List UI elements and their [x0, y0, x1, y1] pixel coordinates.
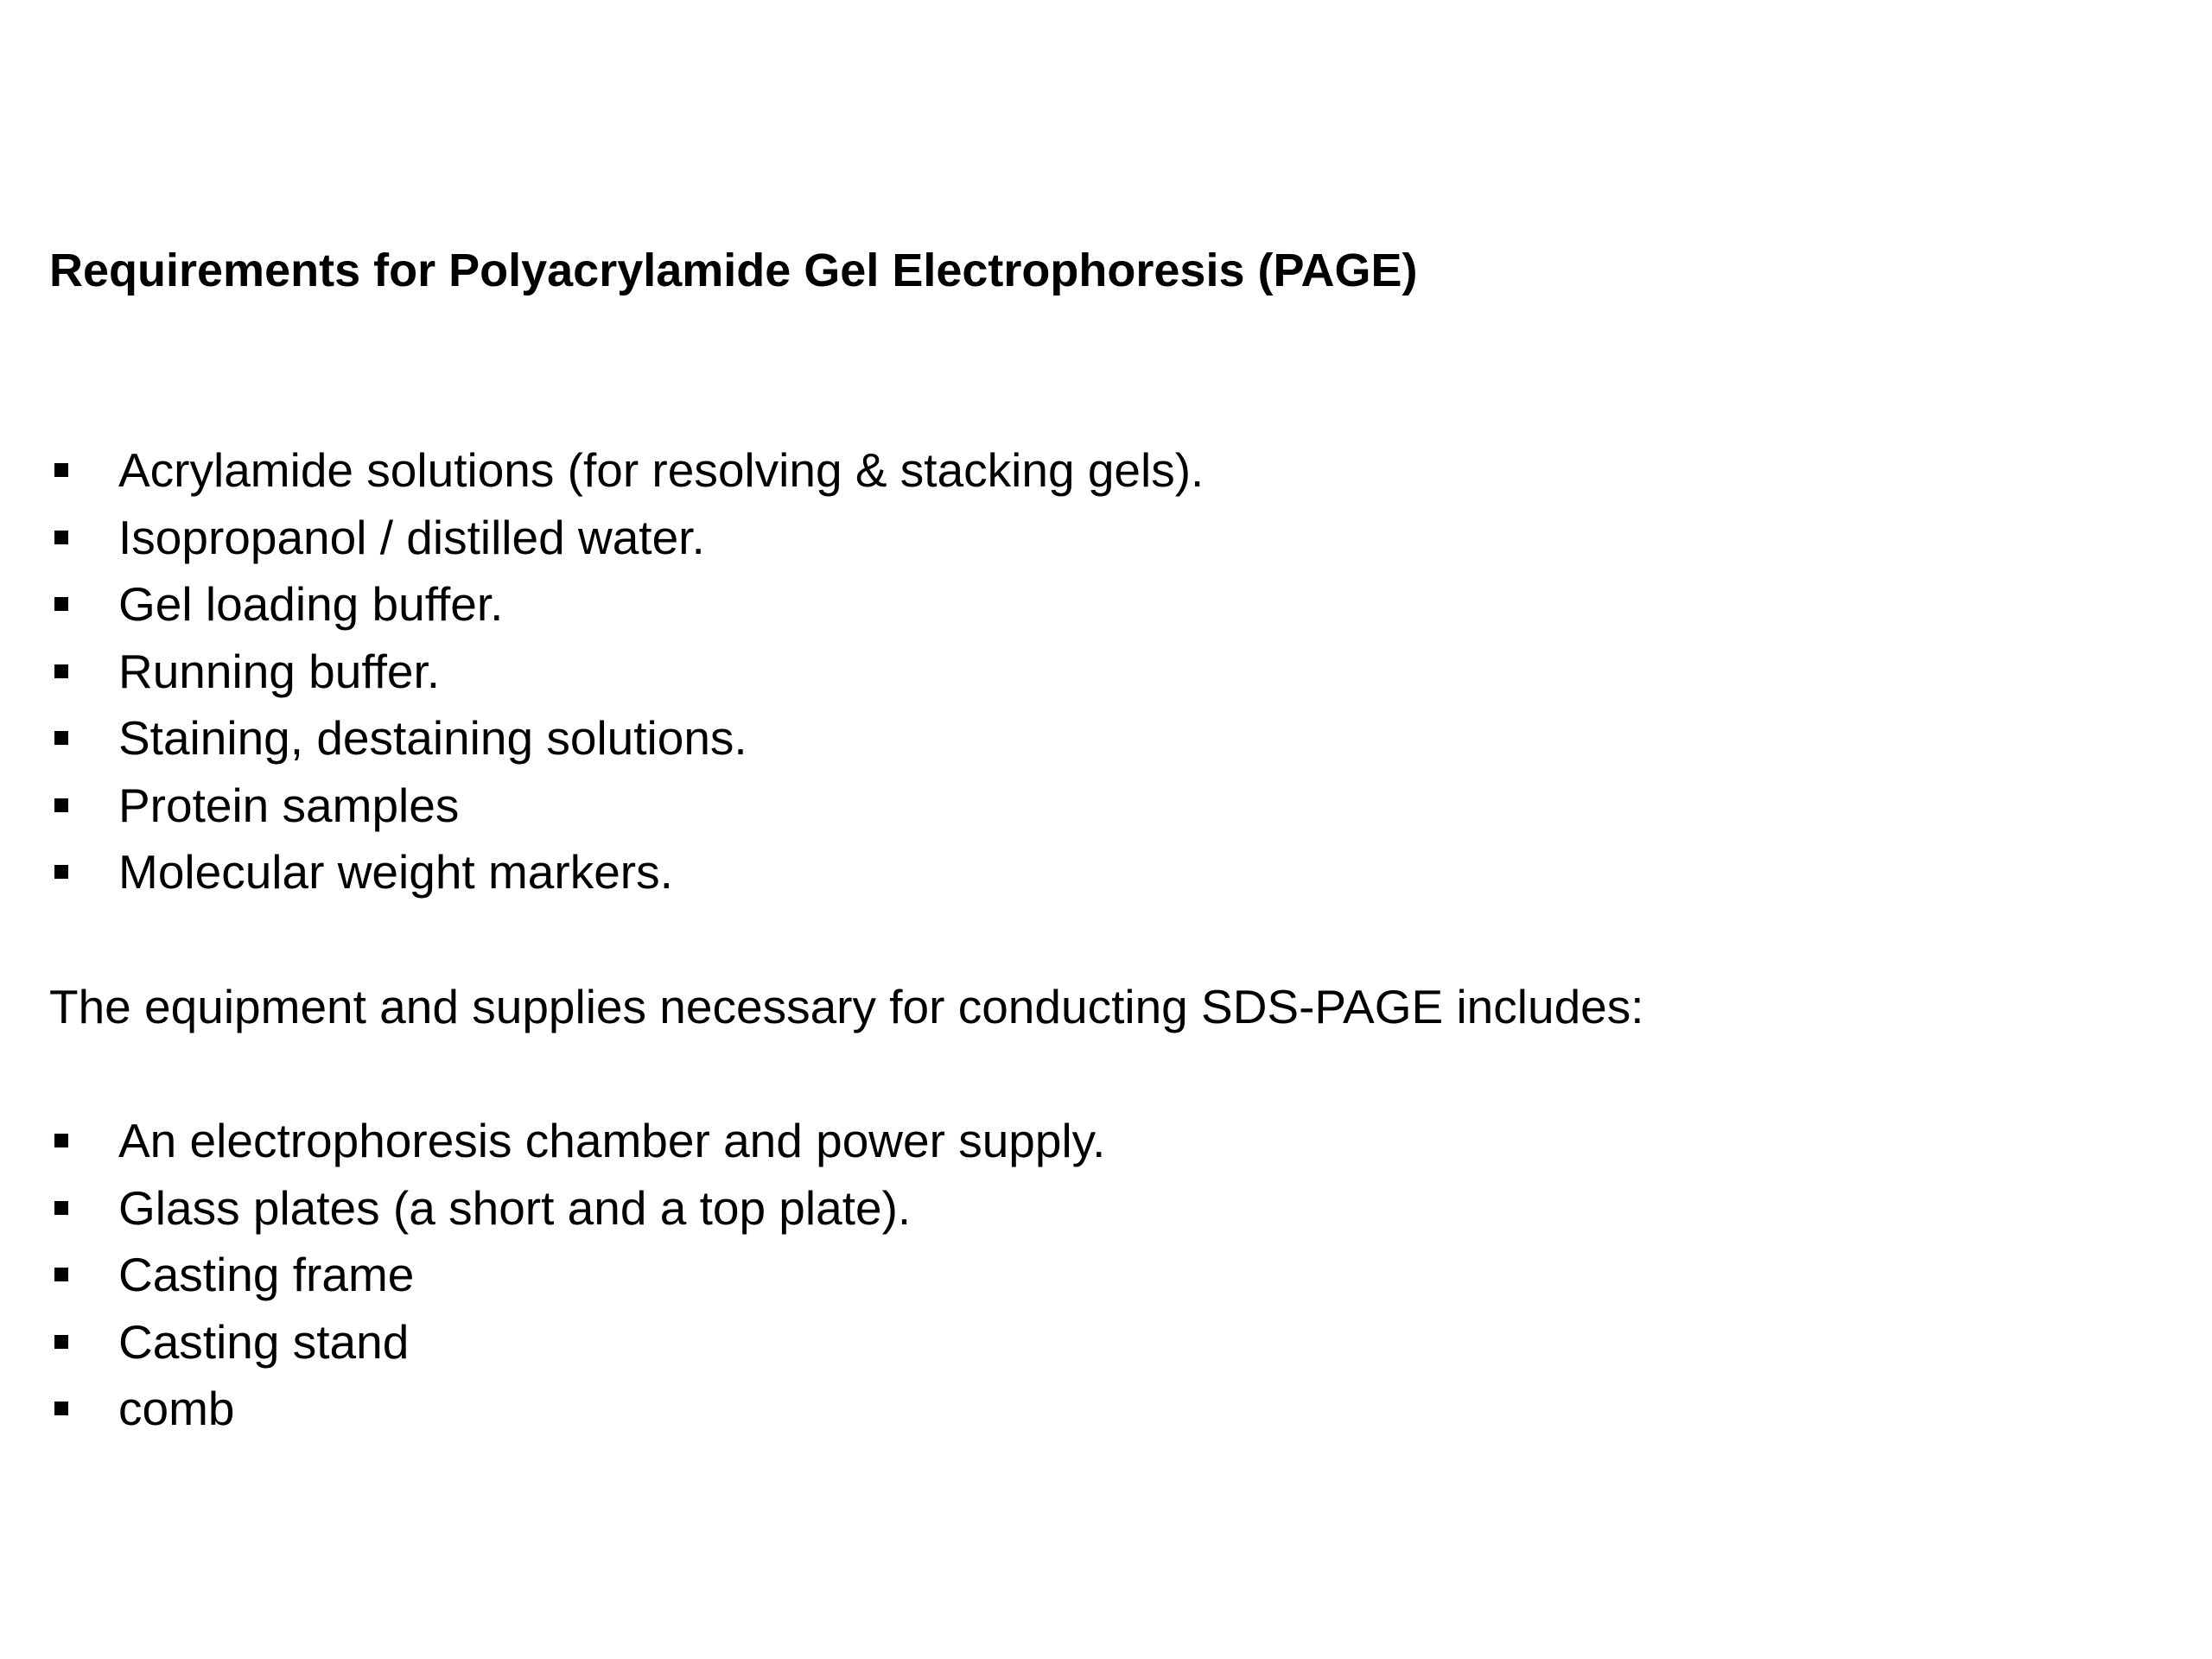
square-bullet-icon [54, 1134, 68, 1147]
square-bullet-icon [54, 731, 68, 745]
list-item-text: Glass plates (a short and a top plate). [118, 1180, 912, 1235]
square-bullet-icon [54, 865, 68, 879]
square-bullet-icon [54, 1268, 68, 1281]
equipment-intro: The equipment and supplies necessary for conducting SDS-PAGE includes: [49, 980, 1644, 1033]
square-bullet-icon [54, 1402, 68, 1415]
list-item-text: Casting stand [118, 1314, 410, 1369]
square-bullet-icon [54, 1201, 68, 1215]
list-item-text: Gel loading buffer. [118, 577, 504, 631]
list-item-text: Protein samples [118, 778, 460, 832]
list-item-text: Molecular weight markers. [118, 845, 673, 899]
list-item-text: Running buffer. [118, 644, 441, 698]
list-item-text: Acrylamide solutions (for resolving & stacking gels). [118, 443, 1205, 497]
list-item-text: Isopropanol / distilled water. [118, 510, 705, 564]
square-bullet-icon [54, 1335, 68, 1349]
square-bullet-icon [54, 798, 68, 812]
square-bullet-icon [54, 463, 68, 477]
square-bullet-icon [54, 531, 68, 544]
square-bullet-icon [54, 597, 68, 611]
list-item-text: Staining, destaining solutions. [118, 711, 747, 765]
list-item-text: comb [118, 1382, 235, 1435]
list-item-text: Casting frame [118, 1248, 415, 1301]
list-item-text: An electrophoresis chamber and power supply. [118, 1114, 1106, 1167]
slide-title: Requirements for Polyacrylamide Gel Electrophoresis (PAGE) [49, 245, 1418, 296]
square-bullet-icon [54, 664, 68, 678]
